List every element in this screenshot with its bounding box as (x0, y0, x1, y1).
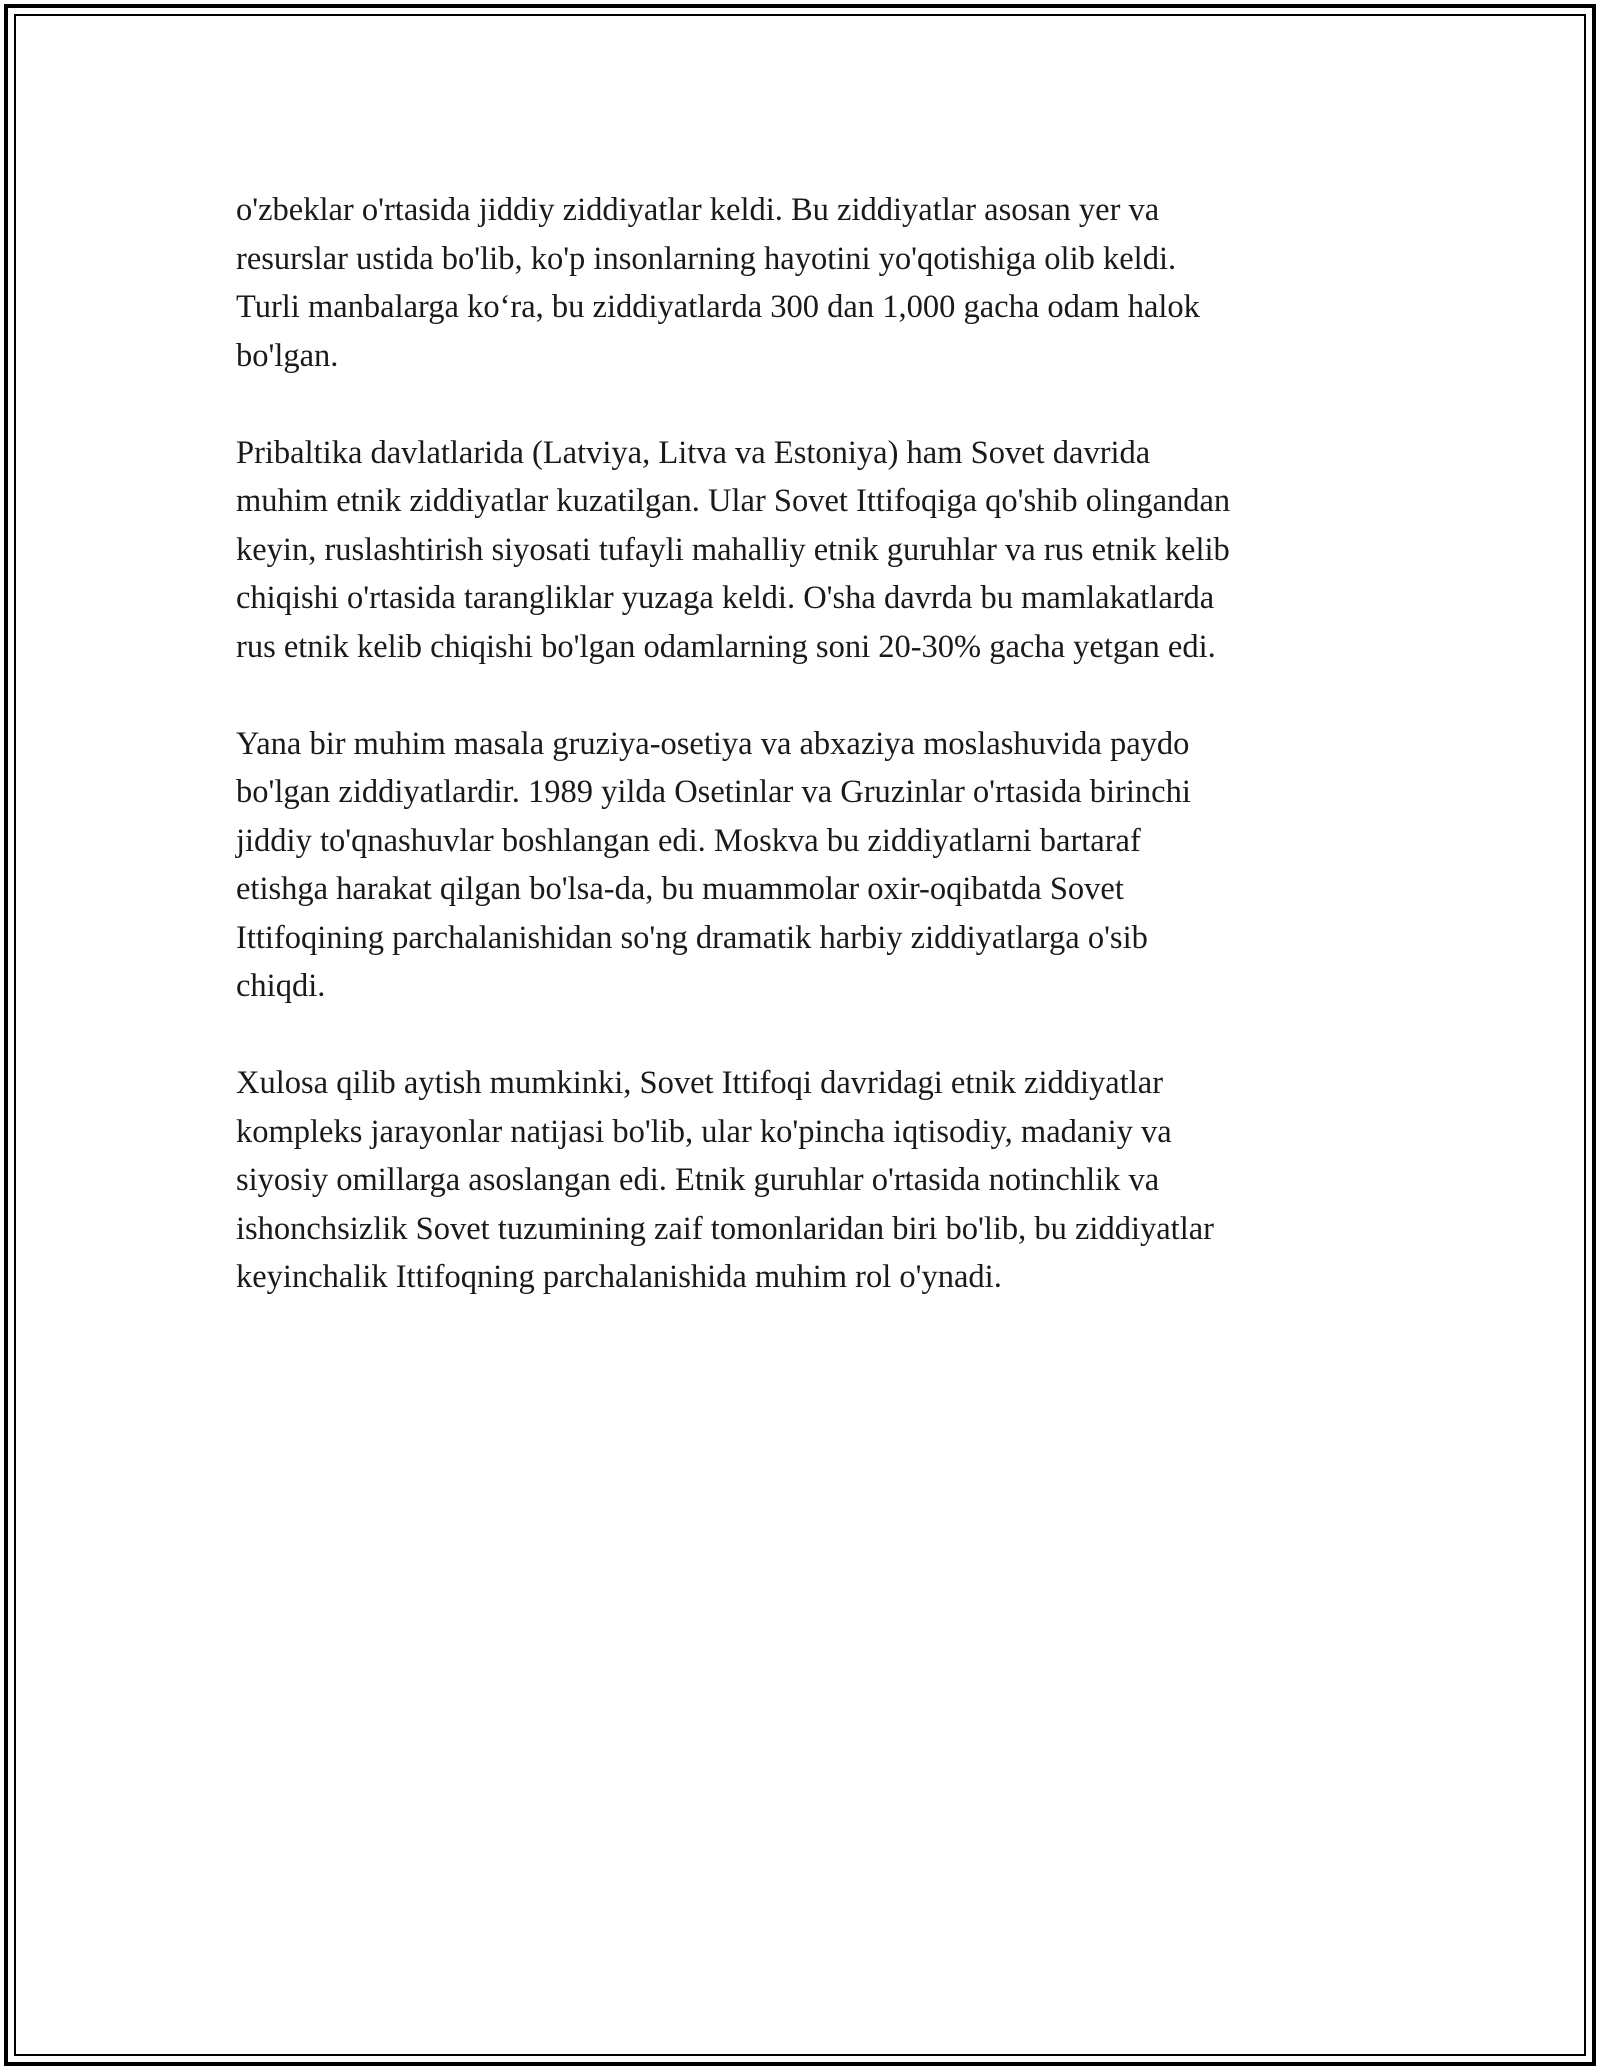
text-line: rus etnik kelib chiqishi bo'lgan odamlarning soni 20-30% gacha yetgan edi. (236, 628, 1216, 665)
text-line: siyosiy omillarga asoslangan edi. Etnik guruhlar o'rtasida notinchlik va (236, 1162, 1160, 1198)
text-line: Xulosa qilib aytish mumkinki, Sovet Ittifoqi davridagi etnik ziddiyatlar (236, 1065, 1164, 1101)
text-line: Ittifoqining parchalanishidan so'ng dramatik harbiy ziddiyatlarga o'sib (236, 919, 1148, 956)
document-body (236, 186, 1386, 1350)
text-line: Pribaltika davlatlarida (Latviya, Litva va Estoniya) ham Sovet davrida (236, 434, 1151, 471)
text-line: keyinchalik Ittifoqning parchalanishida muhim rol o'ynadi. (236, 1259, 1002, 1295)
text-line: jiddiy to'qnashuvlar boshlangan edi. Moskva bu ziddiyatlarni bartaraf (236, 822, 1141, 859)
text-line: Turli manbalarga ko‘ra, bu ziddiyatlarda 300 dan 1,000 gacha odam halok (236, 289, 1200, 325)
text-line: ishonchsizlik Sovet tuzumining zaif tomonlaridan biri bo'lib, bu ziddiyatlar (236, 1210, 1214, 1247)
text-line: keyin, ruslashtirish siyosati tufayli mahalliy etnik guruhlar va rus etnik kelib (236, 531, 1230, 568)
text-line: chiqishi o'rtasida tarangliklar yuzaga keldi. O'sha davrda bu mamlakatlarda (236, 580, 1215, 616)
paragraph-3 (236, 720, 1386, 1011)
text-line: bo'lgan. (236, 337, 339, 374)
text-line: resurslar ustida bo'lib, ko'p insonlarning hayotini yo'qotishiga olib keldi. (236, 240, 1177, 277)
paragraph-2 (236, 429, 1386, 672)
paragraph-4 (236, 1059, 1386, 1302)
text-line: etishga harakat qilgan bo'lsa-da, bu muammolar oxir-oqibatda Sovet (236, 871, 1124, 907)
paragraph-1 (236, 186, 1386, 380)
text-line: Yana bir muhim masala gruziya-osetiya va abxaziya moslashuvida paydo (236, 725, 1190, 762)
text-line: chiqdi. (236, 968, 326, 1004)
text-line: kompleks jarayonlar natijasi bo'lib, ular ko'pincha iqtisodiy, madaniy va (236, 1113, 1172, 1150)
text-line: muhim etnik ziddiyatlar kuzatilgan. Ular Sovet Ittifoqiga qo'shib olingandan (236, 483, 1231, 519)
text-line: o'zbeklar o'rtasida jiddiy ziddiyatlar keldi. Bu ziddiyatlar asosan yer va (236, 192, 1160, 228)
text-line: bo'lgan ziddiyatlardir. 1989 yilda Osetinlar va Gruzinlar o'rtasida birinchi (236, 774, 1191, 810)
